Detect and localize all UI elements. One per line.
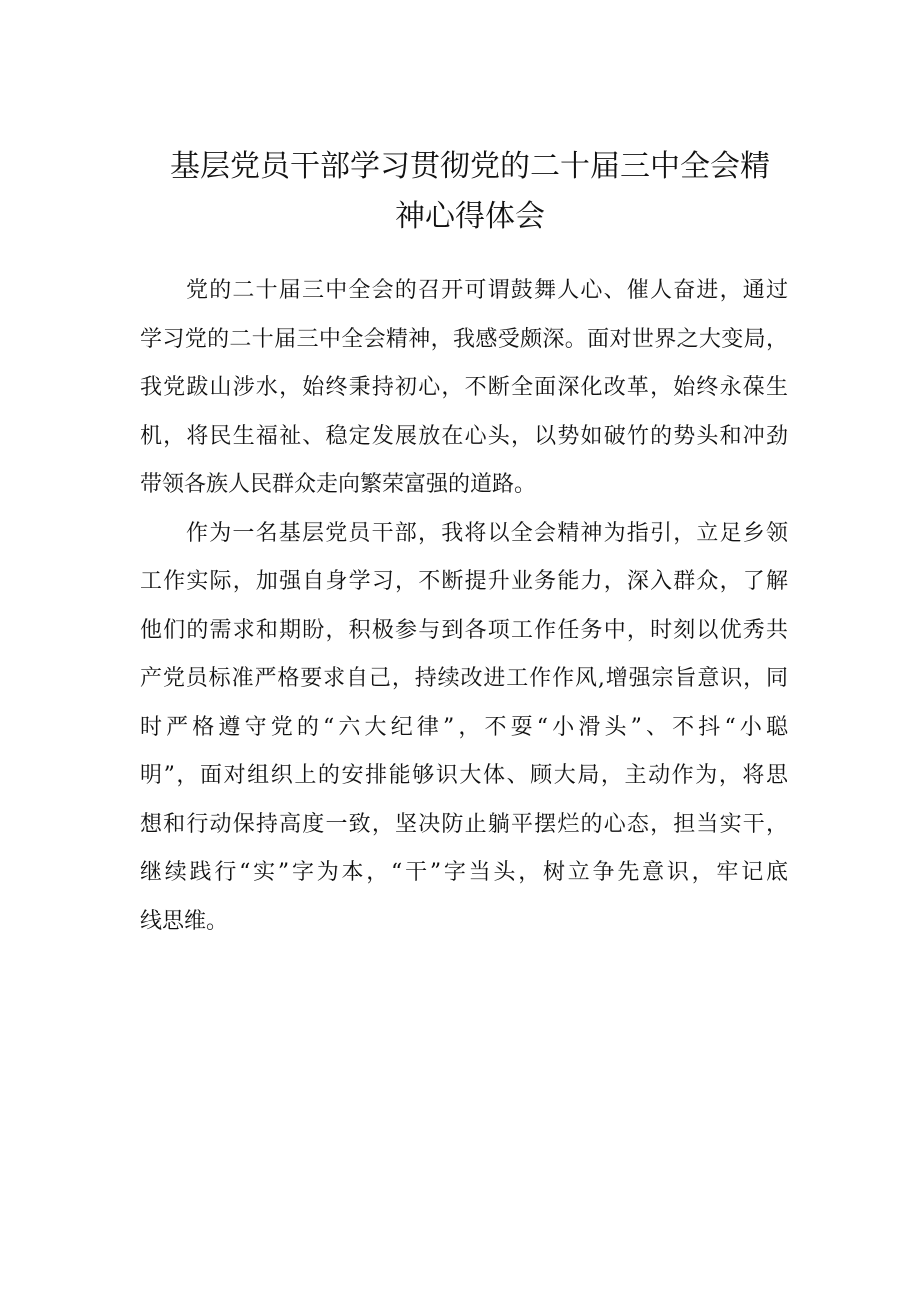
paragraph-line: 我党跋山涉水，始终秉持初心，不断全面深化改革，始终永葆生 xyxy=(140,375,788,400)
title-line-2: 神心得体会 xyxy=(395,199,545,234)
paragraph-line: 带领各族人民群众走向繁荣富强的道路。 xyxy=(140,472,537,497)
paragraph-line: 产党员标准严格要求自己，持续改进工作作风,增强宗旨意识，同 xyxy=(140,666,788,691)
paragraph-2 xyxy=(140,510,788,947)
paragraph-line: 他们的需求和期盼，积极参与到各项工作任务中，时刻以优秀共 xyxy=(140,617,788,643)
paragraph-line: 明”，面对组织上的安排能够识大体、顾大局，主动作为，将思 xyxy=(140,763,788,788)
title-line-1: 基层党员干部学习贯彻党的二十届三中全会精 xyxy=(170,149,770,184)
paragraph-line: 想和行动保持高度一致，坚决防止躺平摆烂的心态，担当实干， xyxy=(140,811,788,837)
paragraph-line: 继续践行“实”字为本，“干”字当头，树立争先意识，牢记底 xyxy=(140,860,788,885)
paragraph-1 xyxy=(140,267,788,510)
paragraph-line: 线思维。 xyxy=(140,908,229,934)
document-title xyxy=(140,142,800,242)
document-body xyxy=(140,267,788,946)
paragraph-line: 时严格遵守党的“六大纪律”，不耍“小滑头”、不抖“小聪 xyxy=(140,714,788,740)
paragraph-line: 工作实际，加强自身学习，不断提升业务能力，深入群众，了解 xyxy=(140,569,788,594)
paragraph-line: 机，将民生福祉、稳定发展放在心头，以势如破竹的势头和冲劲 xyxy=(140,423,788,449)
paragraph-line: 学习党的二十届三中全会精神，我感受颇深。面对世界之大变局， xyxy=(140,326,788,352)
paragraph-line: 党的二十届三中全会的召开可谓鼓舞人心、催人奋进，通过 xyxy=(186,278,788,303)
paragraph-line: 作为一名基层党员干部，我将以全会精神为指引，立足乡领 xyxy=(186,520,788,546)
